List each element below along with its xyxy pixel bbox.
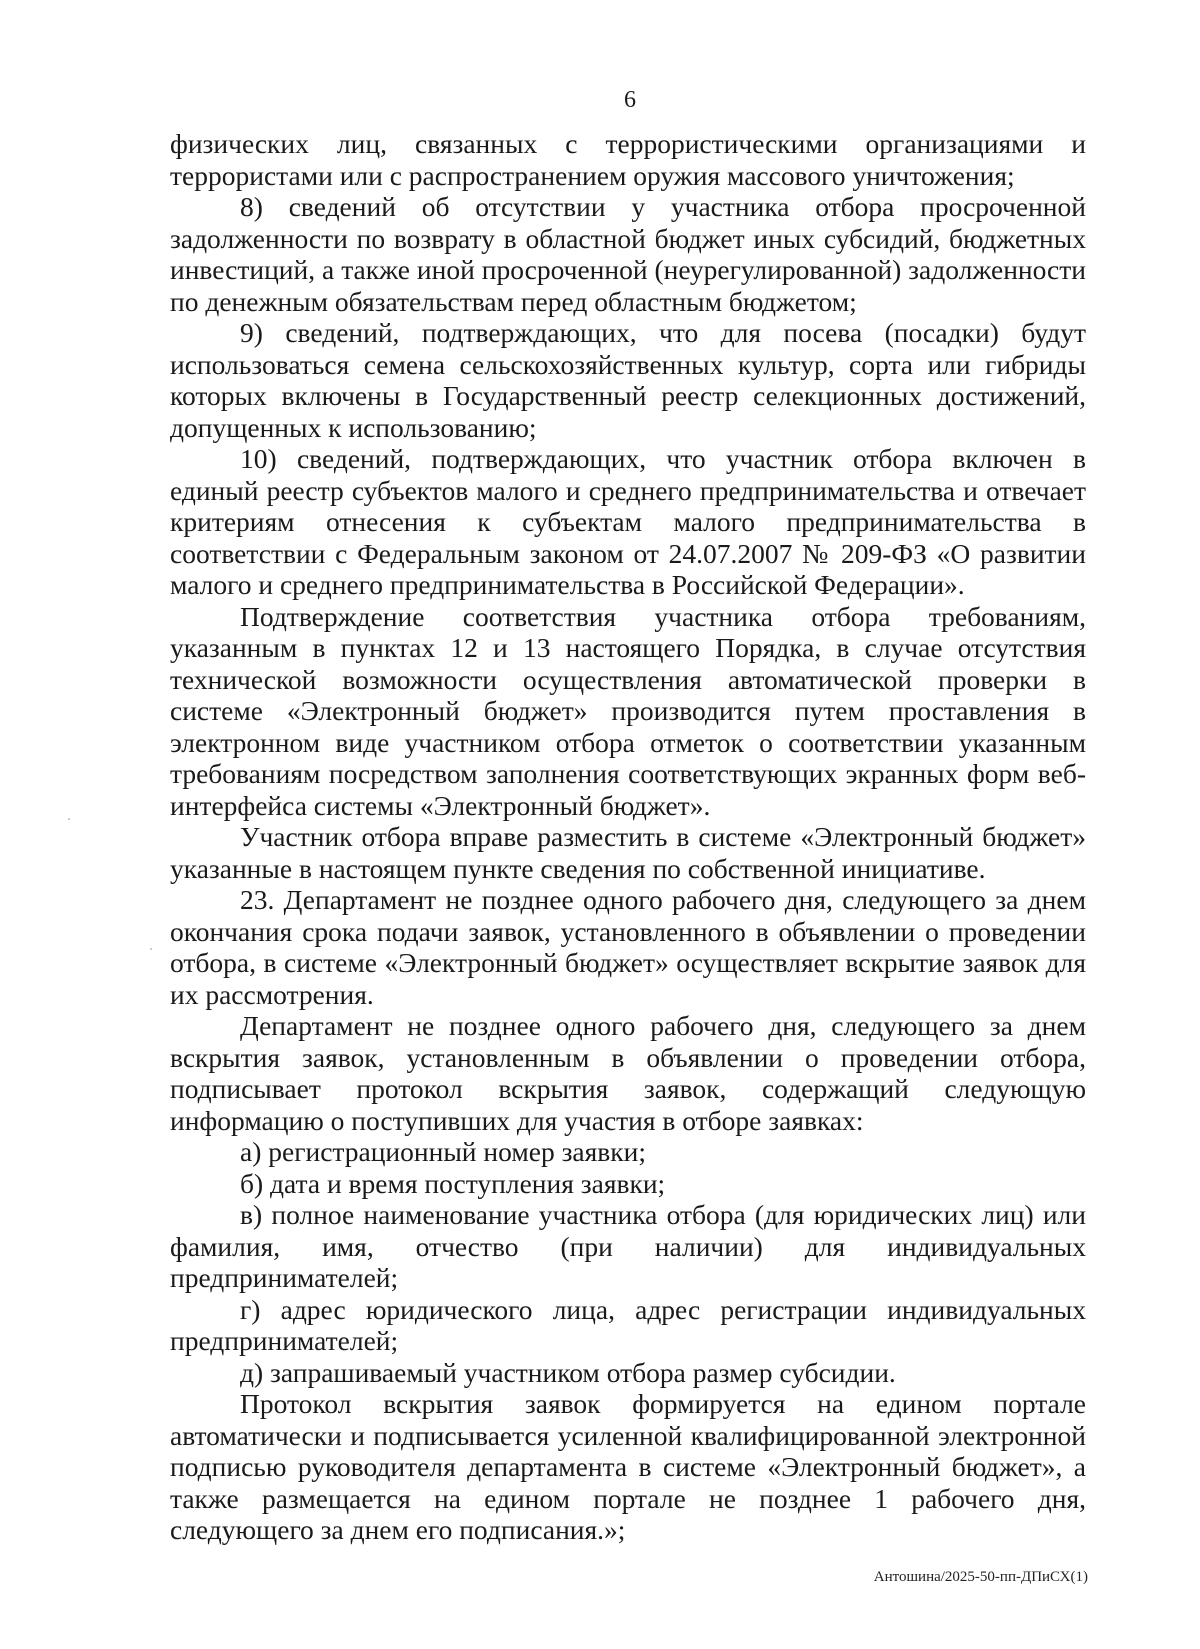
paragraph-protocol-signing: Департамент не позднее одного рабочего дня, следующего за днем вскрытия заявок, установленным в объявлении о проведении отбора, подписывает протокол вскрытия заявок, содержащий следующую информацию о поступивших для участия в отборе заявках: xyxy=(170,1010,1086,1136)
paragraph-confirmation: Подтверждение соответствия участника отбора требованиям, указанным в пунктах 12 и 13 настоящего Порядка, в случае отсутствия технической возможности осуществления автоматической проверки в системе «Электронный бюджет» производится путем проставления в электронном виде участником отбора отметок о соответствии указанным требованиям посредством заполнения соответствующих экранных форм веб-интерфейса системы «Электронный бюджет». xyxy=(170,600,1086,821)
page-number: 6 xyxy=(624,87,636,113)
scan-speck xyxy=(68,818,70,820)
list-item-a: а) регистрационный номер заявки; xyxy=(240,1136,646,1167)
scan-speck xyxy=(150,948,152,950)
list-item-d: д) запрашиваемый участником отбора размер субсидии. xyxy=(240,1356,896,1388)
paragraph-protocol-formation: Протокол вскрытия заявок формируется на едином портале автоматически и подписывается усиленной квалифицированной электронной подписью руководителя департамента в системе «Электронный бюджет», а также размещается на едином портале не позднее 1 рабочего дня, следующего за днем его подписания.»; xyxy=(170,1388,1086,1545)
paragraph-own-initiative: Участник отбора вправе разместить в системе «Электронный бюджет» указанные в настоящем пункте сведения по собственной инициативе. xyxy=(170,821,1086,884)
paragraph-continuation: физических лиц, связанных с террористическими организациями и террористами или с распространением оружия массового уничтожения; xyxy=(170,128,1086,191)
footer-reference: Антошина/2025-50-пп-ДПиСХ(1) xyxy=(873,1569,1088,1585)
paragraph-clause-23: 23. Департамент не позднее одного рабочего дня, следующего за днем окончания срока подачи заявок, установленного в объявлении о проведении отбора, в системе «Электронный бюджет» осуществляет вскрытие заявок для их рассмотрения. xyxy=(170,884,1086,1010)
paragraph-item-8: 8) сведений об отсутствии у участника отбора просроченной задолженности по возврату в областной бюджет иных субсидий, бюджетных инвестиций, а также иной просроченной (неурегулированной) задолженности по денежным обязательствам перед областным бюджетом; xyxy=(170,191,1086,317)
list-item-b: б) дата и время поступления заявки; xyxy=(240,1167,666,1199)
document-body xyxy=(170,128,1086,1546)
paragraph-item-9: 9) сведений, подтверждающих, что для посева (посадки) будут использоваться семена сельскохозяйственных культур, сорта или гибриды которых включены в Государственный реестр селекционных достижений, допущенных к использованию; xyxy=(170,317,1086,443)
list-item-v: в) полное наименование участника отбора (для юридических лиц) или фамилия, имя, отчество (при наличии) для индивидуальных предпринимателей; xyxy=(170,1199,1086,1293)
paragraph-item-10: 10) сведений, подтверждающих, что участник отбора включен в единый реестр субъектов малого и среднего предпринимательства и отвечает критериям отнесения к субъектам малого предпринимательства в соответствии с Федеральным законом от 24.07.2007 № 209-ФЗ «О развитии малого и среднего предпринимательства в Российской Федерации». xyxy=(170,443,1086,600)
list-item-g: г) адрес юридического лица, адрес регистрации индивидуальных предпринимателей; xyxy=(170,1293,1086,1356)
